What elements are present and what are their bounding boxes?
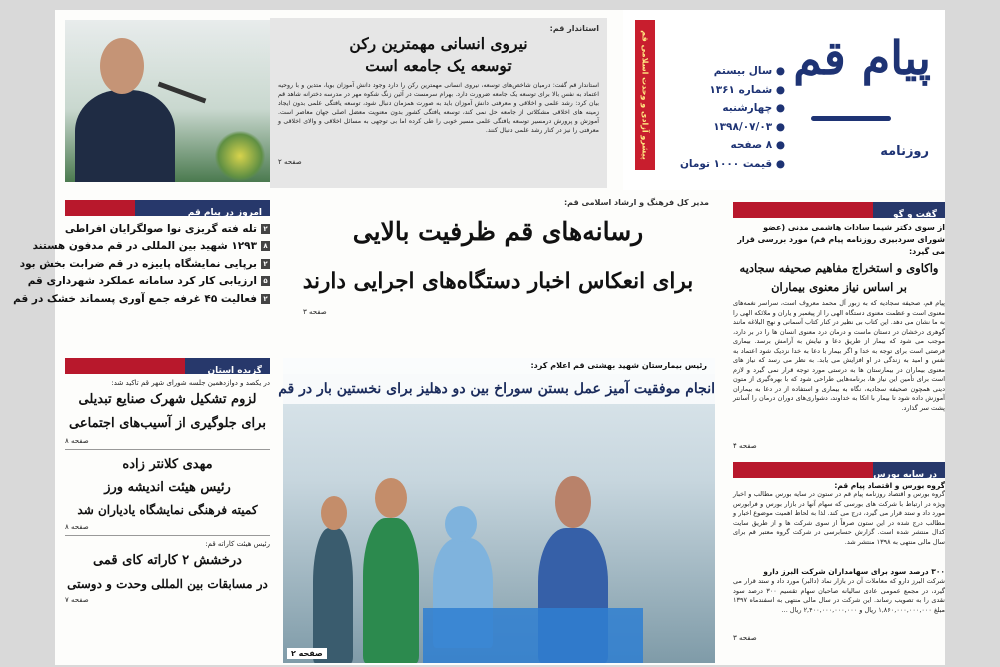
- governor-figure: [75, 90, 175, 182]
- microphone-icon: [158, 82, 207, 104]
- province-story-3-headline-1[interactable]: درخشش ۲ کاراته کای قمی: [93, 553, 242, 568]
- surgeon-head: [375, 478, 407, 518]
- lead-page-ref: صفحه ۳: [303, 308, 327, 316]
- top-story-page-ref: صفحه ۲: [278, 158, 302, 166]
- province-box: [65, 358, 270, 663]
- top-story-body: استاندار قم گفت: درمیان شاخص‌های توسعه، نیروی انسانی مهمترین رکن را دارد وجود دانش آموزان بویا، متدین و با روحیه اعتماد به نفس بالا برای توسعه یک جامعه ضرورت دارد. بهرام سرمست در آئین زنگ شکوه مهر در مدرسه دخترانه شاهد قم بیان کرد: رشد علمی و اخلاقی و معرفتی دانش آموزان باید به صورت همزمان دنبال شود، توسعه یافتگی علمی بدون ایجاد زمینه های اخلاقی مشکلاتی از جامعه حل نمی کند، توسعه یافتگی کشور بدون معنویت معضل اصلی جهان معاصر است. آموزش و پرورش درمسیر توسعه یافتگی علمی مسیر خوبی را طی کرده اما بی توجهی به مسائل اخلاقی و والای اخلاقی و معرفتی را نیز در کنار رشد علمی دنبال کنند.: [278, 82, 599, 134]
- surgeon-figure: [363, 518, 419, 663]
- lead-story: [283, 198, 713, 348]
- issue-weekday: ● چهارشنبه: [722, 102, 785, 114]
- bourse-header: در سایه بورس: [733, 462, 945, 478]
- tagline-text: پیشرو آزادی و وحدت اسلامی قم: [640, 30, 650, 160]
- masthead-info: [675, 62, 785, 173]
- bourse-subheadline[interactable]: ۳۰۰ درصد سود برای سهامداران شرکت البرز دارو: [763, 567, 945, 576]
- lead-kicker: مدیر کل فرهنگ و ارشاد اسلامی قم:: [563, 198, 709, 207]
- governor-photo: [65, 20, 270, 182]
- interview-headline-2[interactable]: بر اساس نیاز معنوی بیماران: [771, 280, 907, 294]
- issue-number: ● شماره ۱۳۶۱: [709, 83, 785, 96]
- province-story-3-headline-2[interactable]: در مسابقات بین المللی وحدت و دوستی: [67, 577, 268, 591]
- interview-page-ref: صفحه ۴: [733, 442, 757, 450]
- province-story-1-headline-2[interactable]: برای جلوگیری از آسیب‌های اجتماعی: [69, 416, 266, 431]
- today-list: [13, 216, 270, 308]
- list-item[interactable]: ۵ ارزیابی کار کرد سامانه عملکرد شهرداری قم: [65, 273, 270, 291]
- photo-kicker: رئیس بیمارستان شهید بهشتی قم اعلام کرد:: [283, 358, 715, 374]
- list-item[interactable]: ۸ ۱۲۹۳ شهید بین المللی در قم مدفون هستند: [65, 238, 270, 256]
- newspaper-front-page: [13, 10, 945, 665]
- province-story-1-page-ref: صفحه ۸: [65, 437, 89, 445]
- bourse-intro: گروه بورس و اقتصاد پیام قم:: [834, 481, 945, 490]
- list-item[interactable]: ۲ برپایی نمایشگاه پاییزه در قم ضرابت بخش بود: [65, 255, 270, 273]
- interview-headline-1[interactable]: واکاوی و استخراج مفاهیم صحیفه سجادیه: [739, 261, 939, 275]
- logo: [791, 24, 931, 159]
- bourse-body: گروه بورس و اقتصاد روزنامه پیام قم در ستون در سایه بورس مطالب و اخبار ویژه در ارتباط با شرکت های بورسی که سهام آنها در بازار بورس و فرابورس مورد داد و ستد قرار می گیرد، درج می کند. لذا به لحاظ اهمیت موضوع اخبار و مطالب درج شده در این ستون صرفاً از سوی شرکت ها و از طریق سایت کدال منتشر شده است. گزارش حسابرسی در شرکت گروه معتبر قم برای سال مالی منتهی به ۱۳۹۸ منتشر شد.: [733, 490, 945, 546]
- flowers-decoration: [215, 130, 265, 182]
- top-story: [270, 18, 607, 188]
- interview-box: [733, 202, 945, 452]
- staff-head: [321, 496, 347, 530]
- bourse-box: [733, 462, 945, 664]
- issue-year: ● سال بیستم: [713, 65, 785, 77]
- bourse-page-ref: صفحه ۳: [733, 634, 757, 642]
- tagline-strip: [635, 20, 655, 170]
- top-story-kicker: استاندار قم:: [549, 24, 599, 33]
- today-box: [13, 200, 270, 345]
- province-story-2-headline-3[interactable]: کمیته فرهنگی نمایشگاه یادیاران شد: [77, 503, 258, 517]
- masthead-subtitle: روزنامه: [880, 144, 929, 159]
- top-story-headline-1: نیروی انسانی مهمترین رکن: [349, 34, 528, 53]
- province-story-2-headline-1[interactable]: مهدی کلانتر زاده: [122, 457, 213, 472]
- top-story-headline-2: توسعه یک جامعه است: [365, 56, 512, 75]
- province-story-1-intro: در یکصد و دوازدهمین جلسه شورای شهر قم تاکید شد:: [111, 379, 270, 387]
- nurse-head: [445, 506, 477, 542]
- province-header: گزیده استان: [65, 358, 270, 374]
- interview-intro: از سوی دکتر شیما سادات هاشمی مدنی (عضو شورای سردبیری روزنامه پیام قم) مورد بررسی قرار می گیرد:: [737, 223, 945, 256]
- bourse-body-2: شرکت البرز دارو که معاملات آن در بازار نماد (دالبر) مورد داد و ستد قرار می گیرد، در مجمع عمومی عادی سالیانه صاحبان سهام تقسیم ۳۰۰ درصد سود نقدی را به تصویب رساند. این شرکت در سال مالی منتهی به اسفندماه ۱۳۹۷ مبلغ ۱,۸۶۰,۰۰۰,۰۰۰,۰۰۰ ریال و ۲,۴۰۰,۰۰۰,۰۰۰,۰۰۰ ریال ...: [733, 577, 945, 614]
- masthead: [623, 10, 945, 190]
- list-item[interactable]: ۲ فعالیت ۴۵ غرفه جمع آوری پسماند خشک در قم: [65, 290, 270, 308]
- doctor-blue-head: [555, 476, 591, 528]
- today-header: امروز در پیام قم: [65, 200, 270, 216]
- province-story-3-intro: رئیس هیئت کاراته قم:: [205, 540, 270, 548]
- governor-head: [100, 38, 144, 94]
- province-story-1-headline-1[interactable]: لزوم تشکیل شهرک صنایع تبدیلی: [78, 392, 257, 407]
- divider: [65, 449, 270, 450]
- photo-page-ref: صفحه ۲: [287, 648, 327, 659]
- issue-date: ● ۱۳۹۸/۰۷/۰۳: [713, 120, 785, 133]
- province-story-2-headline-2[interactable]: رئیس هیئت اندیشه ورز: [104, 480, 231, 495]
- photo-headline[interactable]: انجام موفقیت آمیز عمل بستن سوراخ بین دو دهلیز برای نخستین بار در قم: [283, 374, 715, 404]
- patient-bed: [423, 608, 643, 663]
- logo-text: پیام قم: [793, 31, 931, 85]
- issue-price: ● قیمت ۱۰۰۰ تومان: [679, 157, 785, 170]
- province-story-2-page-ref: صفحه ۸: [65, 523, 89, 531]
- province-story-3-page-ref: صفحه ۷: [65, 596, 89, 604]
- lead-headline-2[interactable]: برای انعکاس اخبار دستگاه‌های اجرایی دارند: [302, 269, 694, 294]
- lead-headline-1[interactable]: رسانه‌های قم ظرفیت بالایی: [352, 217, 644, 246]
- interview-header: گفت و گو: [733, 202, 945, 218]
- staff-figure: [313, 528, 353, 663]
- divider: [65, 535, 270, 536]
- list-item[interactable]: ۲ تله فته گریزی نوا صولگرایان افراطی: [65, 220, 270, 238]
- logo-flourish: [811, 116, 891, 121]
- issue-pages: ● ۸ صفحه: [730, 139, 785, 151]
- interview-body: پیام قم، صحیفه سجادیه که به زبور آل محمد معروف است، سراسر نغمه‌های معنوی است و عظمت معنوی دستگاه الهی را از پیغمبر و یاران و ملائکه الهی را به ما نشان می دهد. این کتاب بی نظیر در کنار کتاب آسمانی و نهج البلاغه مانند گوهری درخشان در دستان ماست و درمان درد معنوی انسان ها را در بر دارد، موجب می شود که بیمار از طریق دعا و نیایش به آرامش برسد. بیماری فرصتی است برای توجه به خدا و اگر بیمار با دعا به خدا نزدیک شود اعتماد به نفس و امید به زندگی در او افزایش می یابد. به نظر می رسد که نیاز های معنوی بیماران در بیمارستان ها به درستی مورد توجه قرار نمی گیرد و لازم است برای تأمین این نیاز ها، برنامه‌هایی طراحی شود که با بهره‌گیری از متون دینی همچون صحیفه سجادیه، نگاه به بیماری و استفاده از در دعا به بیماران آموزش داده شود تا بیمار با اتکا به خداوند، دشواری‌های دوران درمان را آسانتر پشت سر گذارد.: [733, 299, 945, 412]
- photo-story: [278, 358, 715, 663]
